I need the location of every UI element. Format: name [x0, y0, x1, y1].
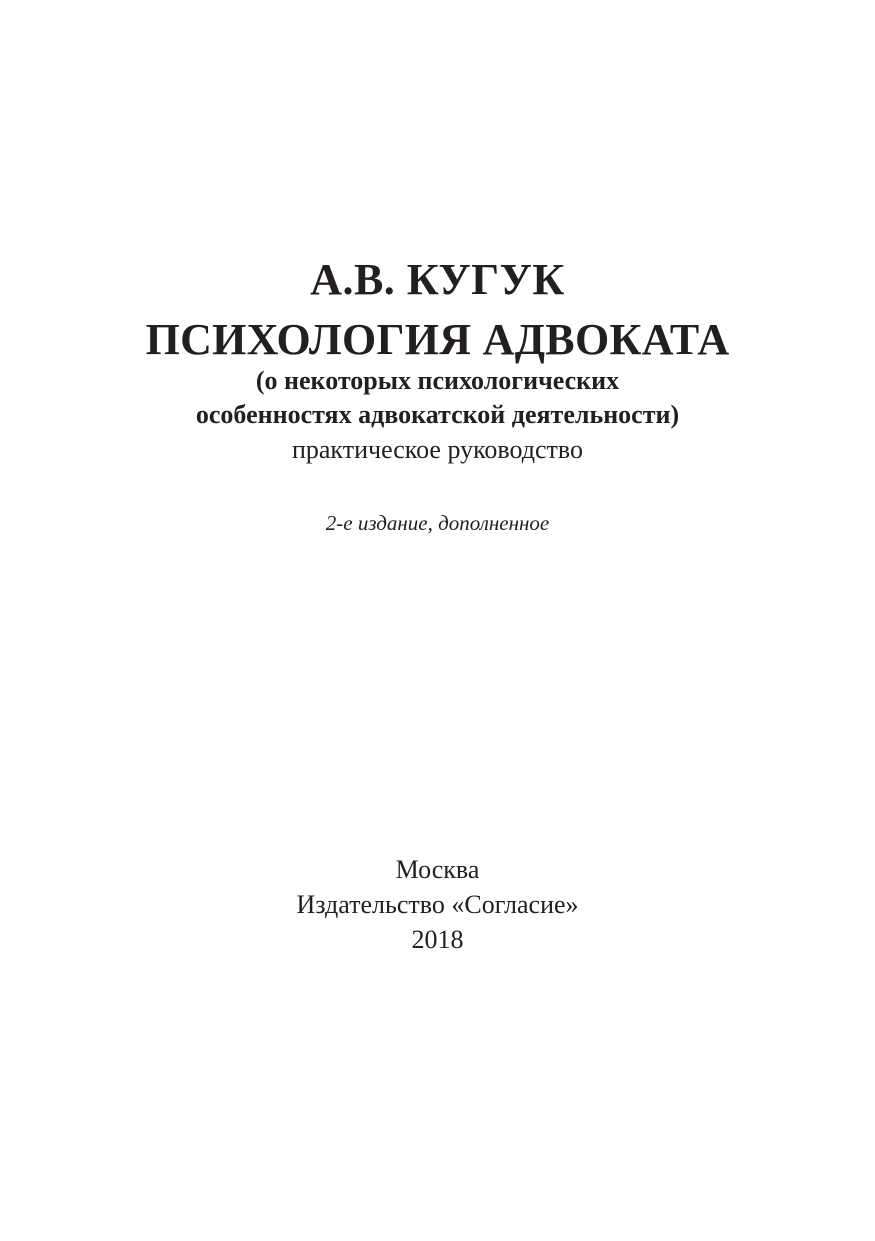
book-subtitle-line-1: (о некоторых психологических	[255, 366, 620, 395]
edition-note: 2-е издание, дополненное	[325, 511, 550, 535]
imprint-city: Москва	[395, 855, 480, 884]
book-author: А.В. КУГУК	[310, 255, 565, 304]
book-title: ПСИХОЛОГИЯ АДВОКАТА	[145, 315, 730, 364]
imprint-year: 2018	[411, 925, 464, 954]
book-subtitle-line-2: особенностях адвокатской деятельности)	[195, 400, 680, 429]
imprint-publisher: Издательство «Согласие»	[296, 890, 579, 919]
book-genre: практическое руководство	[291, 435, 584, 464]
